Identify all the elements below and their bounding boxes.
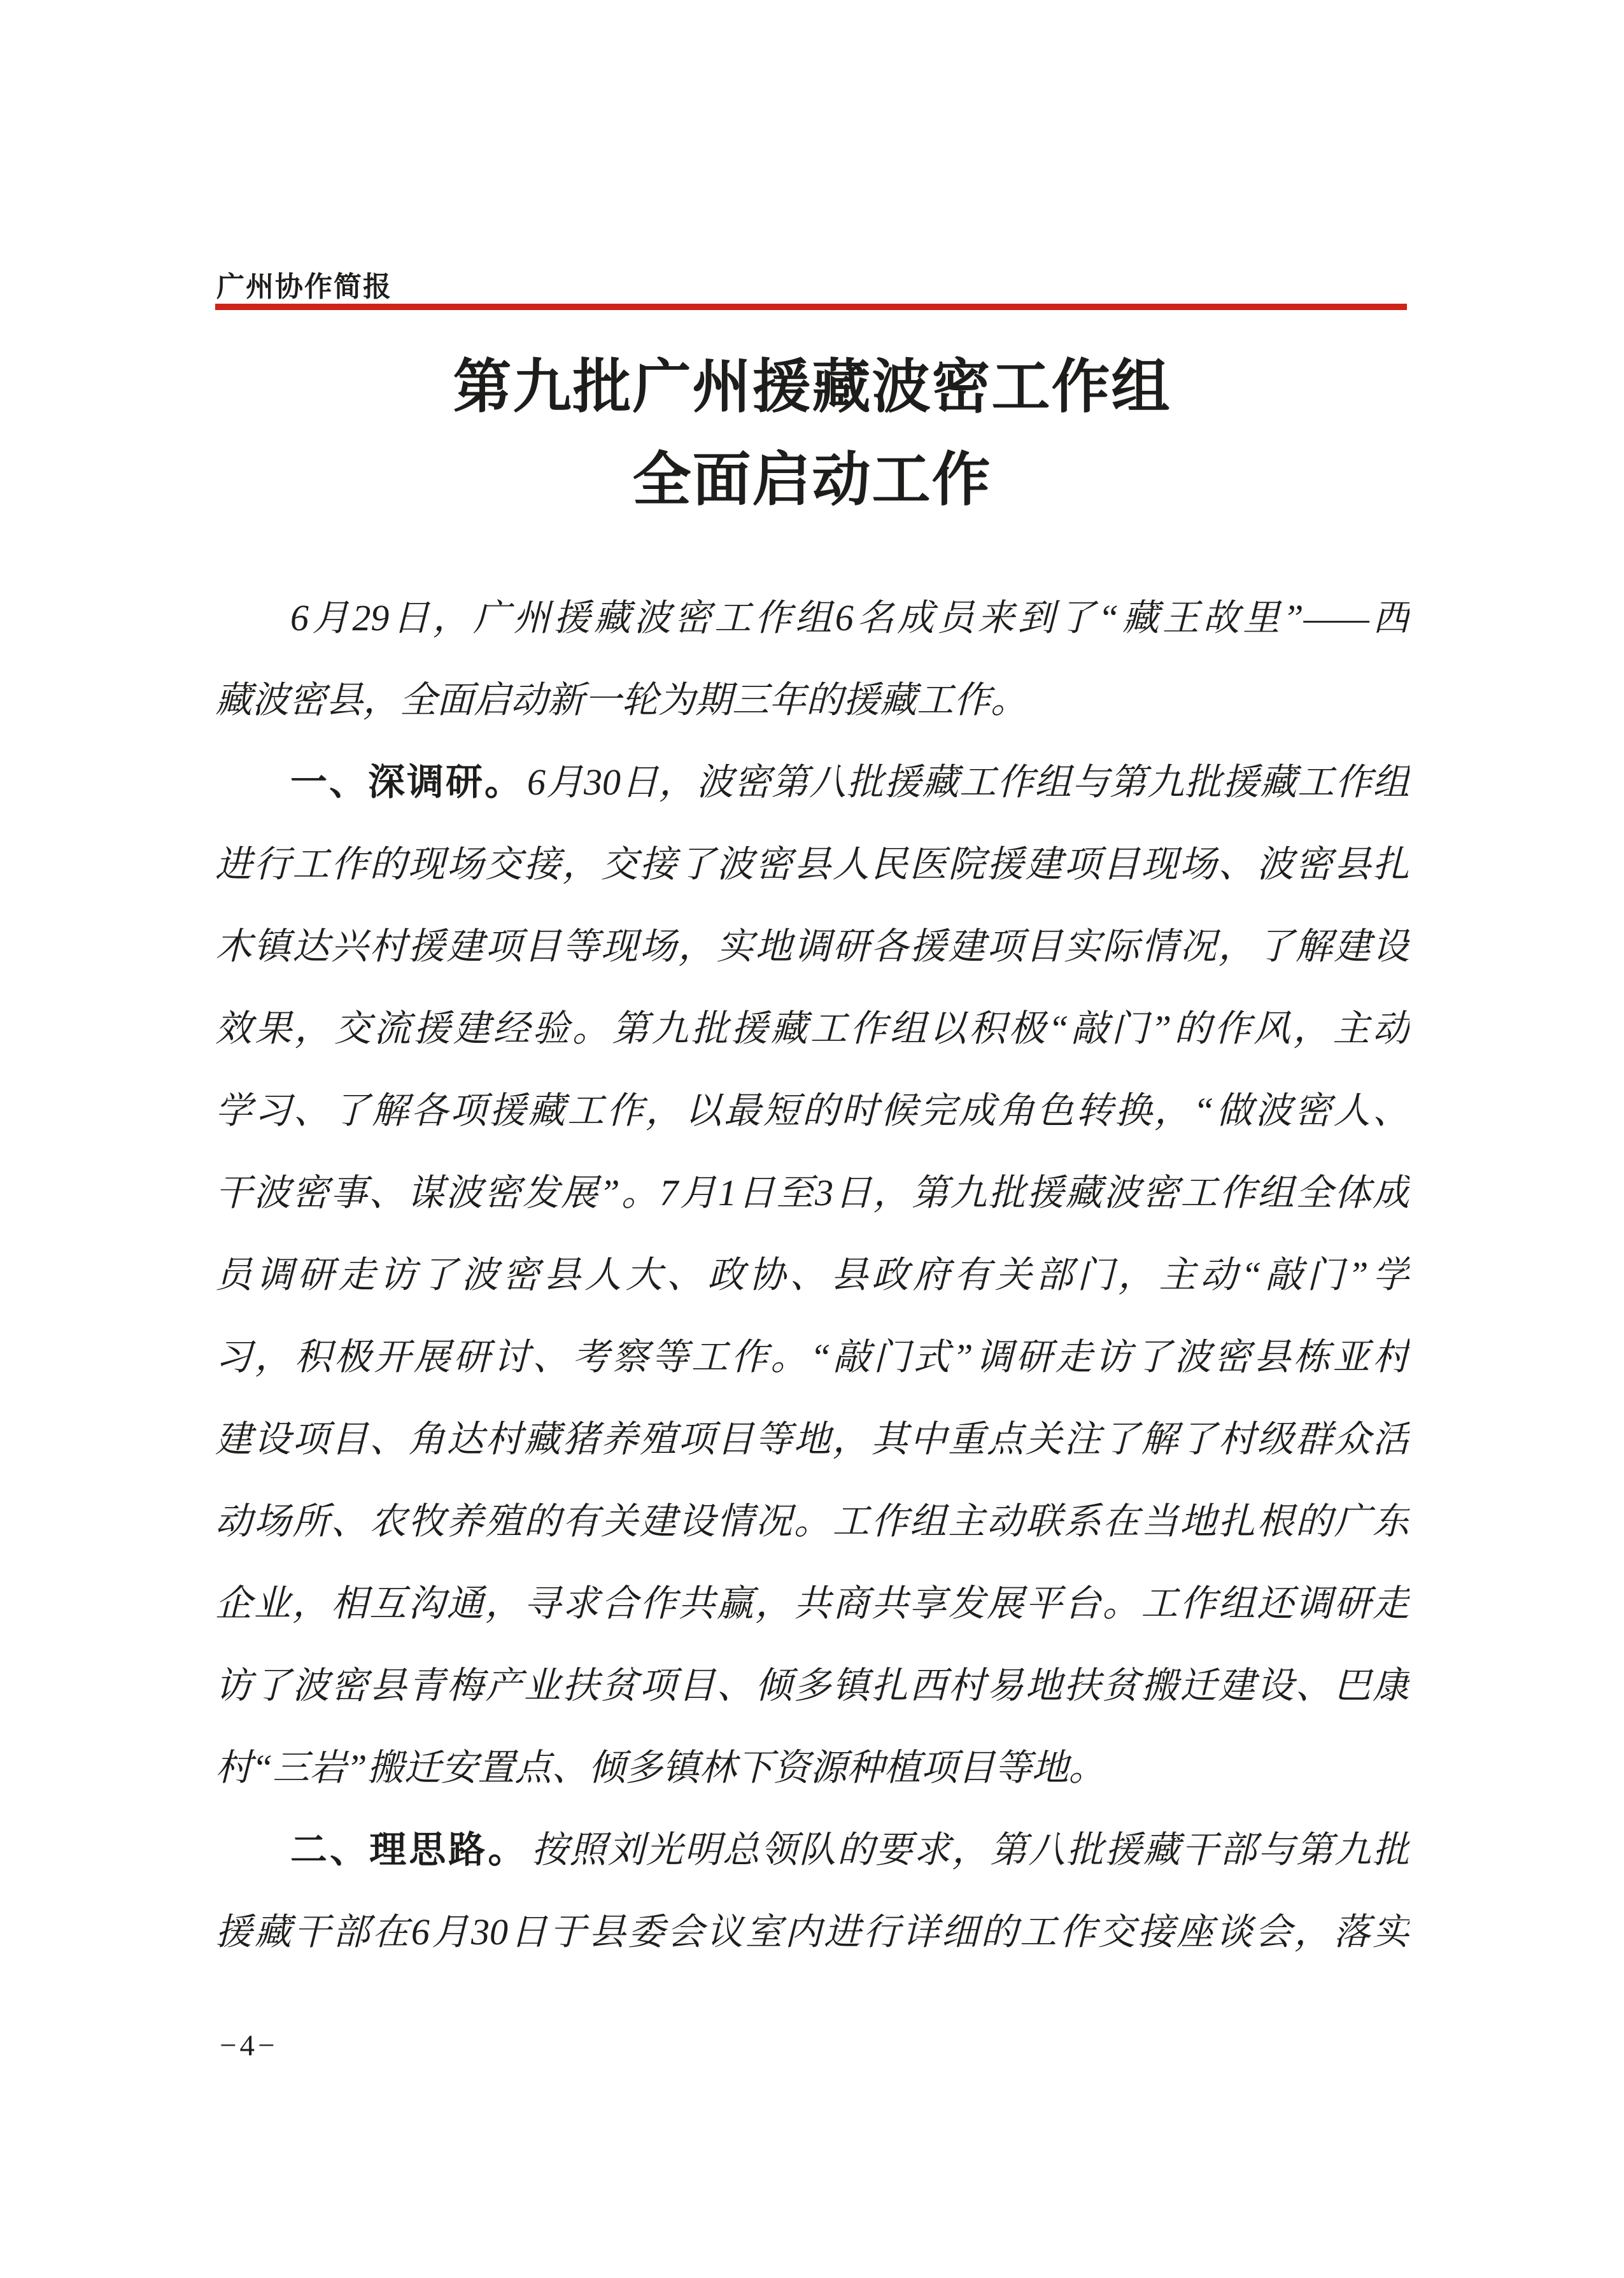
body-line-text: 习，积极开展研讨、考察等工作。“敲门式”调研走访了波密县栋亚村 xyxy=(215,1336,1409,1378)
body-line xyxy=(215,1398,1409,1480)
body-line-text: 建设项目、角达村藏猪养殖项目等地，其中重点关注了解了村级群众活 xyxy=(215,1418,1409,1460)
document-title-line2: 全面启动工作 xyxy=(632,448,992,513)
body-line-text: 藏波密县，全面启动新一轮为期三年的援藏工作。 xyxy=(215,679,1028,721)
body-line xyxy=(215,1070,1409,1152)
body-line xyxy=(215,1316,1409,1398)
body-line xyxy=(215,905,1409,987)
body-line xyxy=(215,1234,1409,1316)
page-number: −4− xyxy=(220,2029,278,2062)
body-line xyxy=(215,823,1409,905)
document-title-line1: 第九批广州援藏波密工作组 xyxy=(453,355,1171,420)
section-heading: 一、深调研。 xyxy=(290,761,523,803)
body-line xyxy=(215,1891,1409,1973)
body-line-text: 进行工作的现场交接，交接了波密县人民医院援建项目现场、波密县扎 xyxy=(215,844,1409,885)
masthead-brand: 广州协作简报 xyxy=(216,271,392,302)
body-line-text: 村“三岩”搬迁安置点、倾多镇林下资源种植项目等地。 xyxy=(215,1747,1106,1788)
body-line xyxy=(215,1480,1409,1562)
body-line xyxy=(215,987,1409,1070)
article-body xyxy=(215,577,1409,1973)
body-line xyxy=(215,1645,1409,1727)
document-title xyxy=(0,341,1624,527)
body-line-text: 学习、了解各项援藏工作，以最短的时候完成角色转换，“做波密人、 xyxy=(215,1090,1409,1131)
body-line-text: 按照刘光明总领队的要求，第八批援藏干部与第九批 xyxy=(531,1829,1409,1871)
body-line xyxy=(215,1152,1409,1234)
body-line xyxy=(215,1562,1409,1645)
body-line-text: 企业，相互沟通，寻求合作共赢，共商共享发展平台。工作组还调研走 xyxy=(215,1583,1409,1624)
body-line xyxy=(215,1809,1409,1891)
body-line-text: 干波密事、谋波密发展”。7月1日至3日，第九批援藏波密工作组全体成 xyxy=(215,1172,1409,1213)
body-line-text: 6月29日，广州援藏波密工作组6名成员来到了“藏王故里”——西 xyxy=(290,597,1409,639)
body-line-text: 动场所、农牧养殖的有关建设情况。工作组主动联系在当地扎根的广东 xyxy=(215,1501,1409,1542)
body-line-text: 效果，交流援建经验。第九批援藏工作组以积极“敲门”的作风，主动 xyxy=(215,1008,1409,1049)
accent-rule xyxy=(215,304,1407,310)
body-line-text: 员调研走访了波密县人大、政协、县政府有关部门，主动“敲门”学 xyxy=(215,1254,1409,1296)
body-line-text: 6月30日，波密第八批援藏工作组与第九批援藏工作组 xyxy=(527,761,1409,803)
body-line-text: 木镇达兴村援建项目等现场，实地调研各援建项目实际情况，了解建设 xyxy=(215,926,1409,967)
body-line xyxy=(215,577,1409,659)
body-line-text: 援藏干部在6月30日于县委会议室内进行详细的工作交接座谈会，落实 xyxy=(215,1911,1409,1953)
body-line xyxy=(215,1727,1409,1809)
body-line-text: 访了波密县青梅产业扶贫项目、倾多镇扎西村易地扶贫搬迁建设、巴康 xyxy=(215,1665,1409,1706)
section-heading: 二、理思路。 xyxy=(290,1829,528,1871)
body-line xyxy=(215,741,1409,823)
body-line xyxy=(215,659,1409,741)
